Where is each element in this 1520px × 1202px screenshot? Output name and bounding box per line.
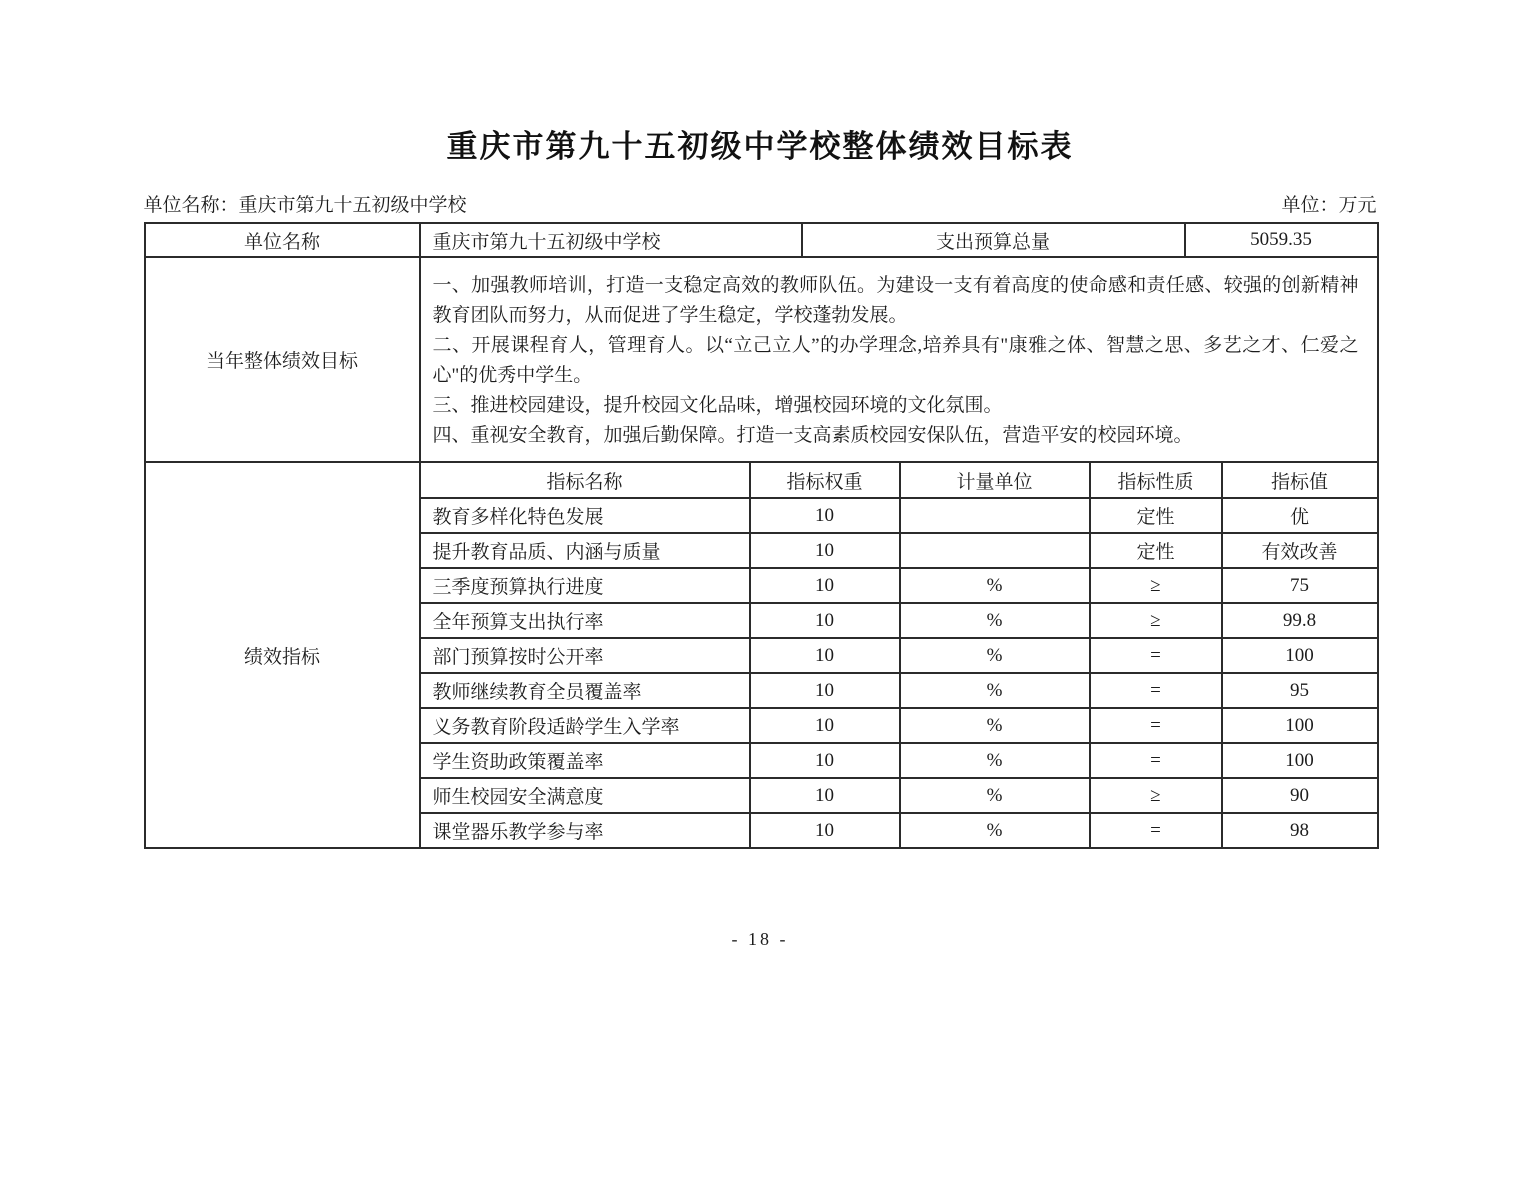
indicator-weight: 10	[750, 813, 900, 848]
indicator-weight: 10	[750, 568, 900, 603]
meta-currency-unit: 单位：万元	[1281, 195, 1377, 216]
indicator-value: 98	[1222, 813, 1378, 848]
col-header-indicator-name: 指标名称	[420, 462, 750, 498]
indicator-nature: 定性	[1090, 533, 1222, 568]
goal-item-2: 二、开展课程育人，管理育人。以“立己立人”的办学理念,培养具有"康雅之体、智慧之思、多艺之才、仁爱之心"的优秀中学生。	[432, 335, 1359, 386]
indicator-weight: 10	[750, 743, 900, 778]
indicator-value: 100	[1222, 638, 1378, 673]
indicators-table	[144, 461, 1379, 849]
document-page	[144, 128, 1377, 950]
indicator-name: 提升教育品质、内涵与质量	[420, 533, 750, 568]
indicator-weight: 10	[750, 498, 900, 533]
indicator-value: 100	[1222, 708, 1378, 743]
indicator-weight: 10	[750, 778, 900, 813]
indicator-name: 义务教育阶段适龄学生入学率	[420, 708, 750, 743]
indicator-nature: =	[1090, 708, 1222, 743]
indicator-name: 教育多样化特色发展	[420, 498, 750, 533]
col-header-value: 指标值	[1222, 462, 1378, 498]
indicator-nature: ≥	[1090, 568, 1222, 603]
annual-goals-row	[145, 257, 1378, 462]
indicator-unit: %	[900, 603, 1090, 638]
indicator-name: 部门预算按时公开率	[420, 638, 750, 673]
indicator-weight: 10	[750, 533, 900, 568]
indicator-nature: ≥	[1090, 778, 1222, 813]
unit-info-row	[145, 223, 1378, 257]
indicator-unit: %	[900, 743, 1090, 778]
indicator-unit: %	[900, 778, 1090, 813]
meta-row	[144, 193, 1377, 222]
indicators-section-label: 绩效指标	[145, 462, 420, 848]
page-title: 重庆市第九十五初级中学校整体绩效目标表	[446, 129, 1074, 164]
indicator-name: 教师继续教育全员覆盖率	[420, 673, 750, 708]
indicator-unit: %	[900, 708, 1090, 743]
page-number: - 18 -	[731, 929, 789, 949]
indicator-nature: =	[1090, 813, 1222, 848]
indicator-unit: %	[900, 813, 1090, 848]
goal-item-1: 一、加强教师培训，打造一支稳定高效的教师队伍。为建设一支有着高度的使命感和责任感、较强的创新精神教育团队而努力，从而促进了学生稳定，学校蓬勃发展。	[432, 275, 1359, 326]
indicator-unit: %	[900, 673, 1090, 708]
indicator-value: 90	[1222, 778, 1378, 813]
budget-total-label: 支出预算总量	[802, 223, 1185, 257]
unit-info-table	[144, 222, 1379, 258]
goal-item-4: 四、重视安全教育，加强后勤保障。打造一支高素质校园安保队伍，营造平安的校园环境。	[432, 425, 1193, 446]
unit-name-value: 重庆市第九十五初级中学校	[420, 223, 802, 257]
indicator-weight: 10	[750, 673, 900, 708]
annual-goals-text	[420, 257, 1378, 462]
goal-item-3: 三、推进校园建设，提升校园文化品味，增强校园环境的文化氛围。	[432, 395, 1003, 416]
meta-unit-name: 单位名称：重庆市第九十五初级中学校	[143, 195, 467, 216]
col-header-unit: 计量单位	[900, 462, 1090, 498]
indicator-weight: 10	[750, 603, 900, 638]
indicator-value: 优	[1222, 498, 1378, 533]
indicator-unit	[900, 498, 1090, 533]
indicator-value: 75	[1222, 568, 1378, 603]
indicator-name: 学生资助政策覆盖率	[420, 743, 750, 778]
indicator-weight: 10	[750, 638, 900, 673]
unit-name-label: 单位名称	[145, 223, 420, 257]
indicator-unit: %	[900, 638, 1090, 673]
col-header-weight: 指标权重	[750, 462, 900, 498]
indicator-nature: =	[1090, 743, 1222, 778]
indicator-value: 有效改善	[1222, 533, 1378, 568]
indicator-name: 课堂器乐教学参与率	[420, 813, 750, 848]
budget-total-value: 5059.35	[1185, 223, 1378, 257]
indicator-unit	[900, 533, 1090, 568]
indicator-value: 99.8	[1222, 603, 1378, 638]
indicator-nature: =	[1090, 673, 1222, 708]
indicator-weight: 10	[750, 708, 900, 743]
indicator-value: 95	[1222, 673, 1378, 708]
indicator-name: 师生校园安全满意度	[420, 778, 750, 813]
col-header-nature: 指标性质	[1090, 462, 1222, 498]
indicators-header-row	[145, 462, 1378, 498]
indicator-name: 三季度预算执行进度	[420, 568, 750, 603]
indicator-name: 全年预算支出执行率	[420, 603, 750, 638]
indicator-unit: %	[900, 568, 1090, 603]
indicator-nature: =	[1090, 638, 1222, 673]
indicator-nature: ≥	[1090, 603, 1222, 638]
annual-goals-label: 当年整体绩效目标	[145, 257, 420, 462]
indicator-value: 100	[1222, 743, 1378, 778]
indicator-nature: 定性	[1090, 498, 1222, 533]
annual-goals-table	[144, 256, 1379, 463]
